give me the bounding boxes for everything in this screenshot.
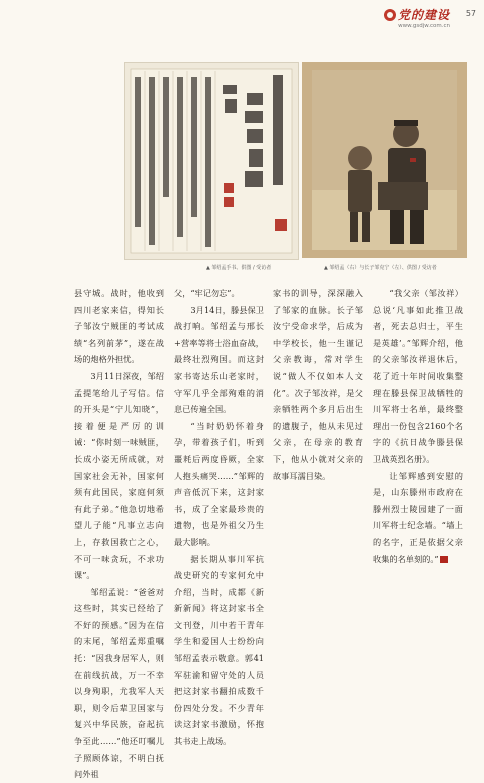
paragraph: 让邹辉感到安慰的是，山东滕州市政府在滕州烈士陵园建了一面川军将士纪念墙。“墙上的名字，正是依据父亲收集的名单刻的。”: [373, 470, 463, 564]
paragraph: 3月14日，滕县保卫战打响。邹绍孟与邢长+营率等将士浴血奋战，最终壮烈殉国。而这封家书寄达乐山老家时，守军几乎全部殉难的消息已传遍全国。: [174, 304, 264, 415]
site-url: www.gsdjw.com.cn: [398, 23, 450, 29]
text-column-3: [273, 285, 363, 484]
paragraph-final: [373, 468, 463, 568]
handwritten-letter-photo: [124, 62, 299, 260]
paragraph: “我父亲（邹汝祥）总说‘凡事如此推卫战者，死去总归士，平生是英雄’。”邹辉介绍，他的父亲邹汝祥退休后，花了近十年时间收集整理在滕县保卫战牺牲的川军将士名单，最终整理出一份包含2160个名字的《抗日战争滕县保卫战英烈名册》。: [373, 288, 463, 464]
father-son-portrait: [302, 62, 467, 258]
paragraph: 父，“牢记勿忘”。: [174, 288, 240, 298]
letter-image: [125, 63, 298, 259]
page-header: [0, 0, 484, 46]
paragraph: 邹绍孟说：“爸爸对这些时，其实已经给了不好的预感。”因为在信的末尾，邹绍孟郑重嘱托：“因我身居军人，则在前线抗战，万一不幸以身殉职，尤我军人天职，则令后辈卫国家与复兴中华民族，奋起抗争至此……”他还叮嘱儿子照顾体谅，不明白抚问外祖: [74, 586, 164, 780]
article-end-mark-icon: [440, 556, 448, 563]
page-number: 57: [465, 9, 476, 18]
left-photo-caption: ▲ 邹绍孟手书、供图 / 受访者: [206, 265, 272, 271]
text-column-2: [174, 285, 264, 750]
right-photo-caption: ▲ 邹绍孟（右）与长子邹克宁（左）、供图 / 受访者: [324, 265, 437, 271]
logo-text: 党的建设: [397, 8, 450, 22]
magazine-logo: [384, 6, 450, 23]
party-emblem-icon: [384, 9, 396, 21]
text-column-4: [373, 285, 463, 567]
paragraph: 3月11日深夜，邹绍孟提笔给儿子写信。信的开头是“宁儿知晓”，接着便是严厉的训诫：“你时刻一味贼匪，长成小姿无所成就，对国家社会无补，国家何须有此国民，家庭何须有此子弟。”他急切地希望儿子能“凡事立志向上，存救国救亡之心，不可一味贪玩，不求功课”。: [74, 370, 164, 581]
text-column-1: [74, 285, 164, 783]
paragraph: “当时奶奶怀着身孕，带着孩子们，听到噩耗后两度昏厥，全家人抱头痛哭……”邹辉的声音低沉下来，这封家书，成了全家最珍贵的遗物，也是外祖父乃生最大影响。: [174, 420, 264, 547]
paragraph: 家书的训导，深深融入了邹家的血脉。长子邹汝宁受命求学，后成为中学校长，他一生谨记父亲教诲，常对学生说“做人不仅如本人文化”。次子邹汝祥，是父亲牺牲两个多月后出生的遗腹子，他从未见过父亲，在母亲的教育下，他从小就对父亲的故事耳濡目染。: [273, 288, 363, 481]
paragraph: 县守城。战时，他收到四川老家来信，得知长子邹汝宁贼匪的考试成绩“名列前茅”，遂在战场的炮格外担忧。: [74, 288, 164, 365]
portrait-image: [302, 62, 467, 258]
paragraph: 据长期从事川军抗战史研究的专家何允中介绍，当时，成都《新新新闻》将这封家书全文刊登，川中若干青年学生和爱国人士纷纷向邹绍孟表示敬意。郭41军驻渝和留守处的人员把这封家书翻拍成数千份四处分发。不少青年读这封家书激励，怀抱其书走上战场。: [174, 553, 264, 747]
